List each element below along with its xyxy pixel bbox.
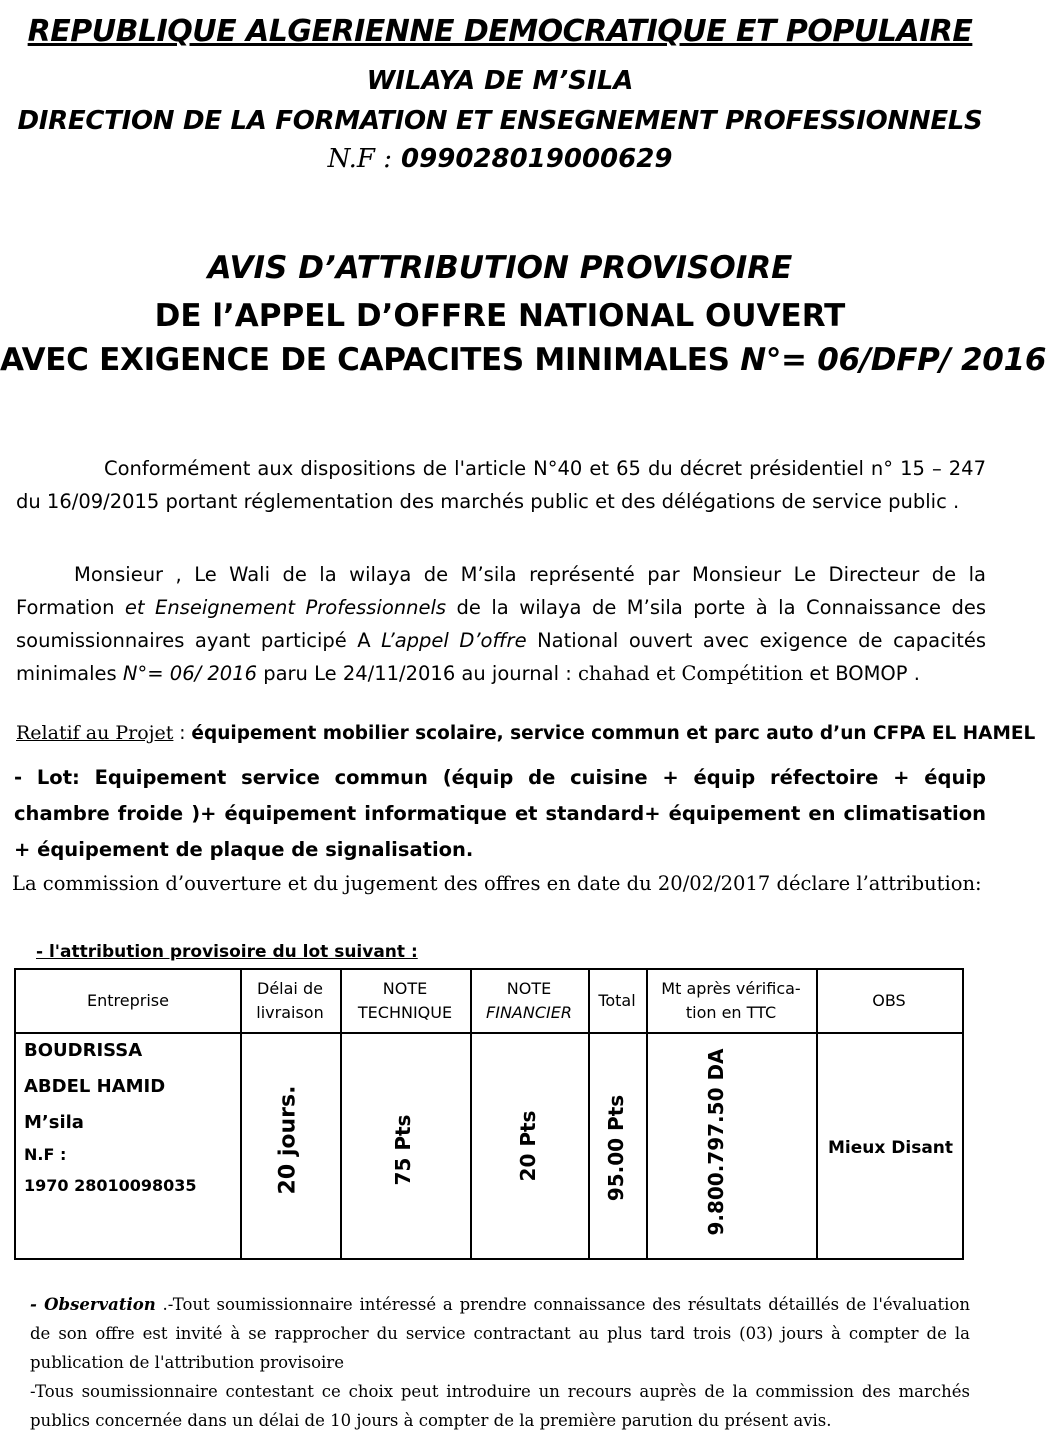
th-note-technique [340,970,470,1032]
header-nf-value: 099028019000629 [401,144,673,174]
para2-part-b: et Enseignement Professionnels [124,596,447,619]
th-note-financier [470,970,588,1032]
cell-note-technique: 75 Pts [391,1114,415,1186]
entreprise-line-5: 1970 28010098035 [24,1176,197,1195]
cell-total: 95.00 Pts [604,1094,628,1202]
header-nf [0,144,1000,174]
para2-part-c: de la wilaya de M’sila porte à la Connaissance des soumissionnaires ayant participé A [16,596,986,652]
para2-part-a: Monsieur , Le Wali de la wilaya de M’sila représenté par Monsieur Le Directeur de la Formation [16,563,986,619]
observation-paragraph-2: -Tous soumissionnaire contestant ce choix peut introduire un recours auprès de la commission des marchés publics concernée dans un délai de 10 jours à compter de la première parution du présent avis. [30,1382,970,1430]
header-direction: DIRECTION DE LA FORMATION ET ENSEGNEMENT PROFESSIONNELS [17,106,983,136]
para2-part-h: chahad et Compétition [578,662,804,685]
entreprise-line-2: ABDEL HAMID [24,1076,166,1097]
cell-delai: 20 jours. [275,1085,301,1195]
para2-part-f: N°= 06/ 2016 [122,662,258,685]
entreprise-line-3: M’sila [24,1112,84,1133]
title-line-3-main: AVEC EXIGENCE DE CAPACITES MINIMALES [0,342,741,378]
header-nf-label: N.F : [327,144,392,174]
para2-part-g: paru Le 24/11/2016 au journal : [257,662,579,685]
entreprise-line-1: BOUDRISSA [24,1040,143,1061]
th-montant-line1: Mt après vérifica- [661,979,801,998]
th-note-financier-line1: NOTE [506,979,552,998]
title-line-3 [0,342,1046,378]
th-note-technique-line2: TECHNIQUE [357,1003,453,1022]
para2-part-e: National ouvert avec exigence de capacités minimales [16,629,987,685]
attribution-heading: - l'attribution provisoire du lot suivant : [36,942,418,962]
relatif-separator: : [173,723,192,744]
para2-part-d: L’appel D’offre [381,629,527,652]
th-obs: OBS [872,991,906,1010]
entreprise-line-4: N.F : [24,1145,67,1164]
commission-text: La commission d’ouverture et du jugement des offres en date du 20/02/2017 déclare l’attribution: [12,872,982,895]
title-line-1: AVIS D’ATTRIBUTION PROVISOIRE [207,250,793,286]
th-delai-line1: Délai de [257,979,323,998]
th-delai [240,970,340,1032]
title-line-2: DE l’APPEL D’OFFRE NATIONAL OUVERT [154,298,846,334]
th-total: Total [598,991,636,1010]
cell-montant: 9.800.797.50 DA [704,1048,728,1236]
observation-paragraph-1 [30,1290,970,1377]
cell-obs: Mieux Disant [828,1138,954,1158]
observation-label: - Observation [30,1295,156,1314]
th-delai-line2: livraison [256,1003,324,1022]
attribution-table [14,968,964,1260]
title-line-3-number: N°= 06/DFP/ 2016 [740,342,1046,378]
th-entreprise: Entreprise [87,991,169,1010]
th-montant [646,970,816,1032]
header-wilaya: WILAYA DE M’SILA [366,66,634,96]
relatif-value: équipement mobilier scolaire, service commun et parc auto d’un CFPA EL HAMEL [191,723,1036,744]
table-header-divider [16,1032,962,1034]
header-republic: REPUBLIQUE ALGERIENNE DEMOCRATIQUE ET POPULAIRE [27,14,973,49]
lot-description: - Lot: Equipement service commun (équip de cuisine + équip réfectoire + équip chambre froide )+ équipement informatique et standard+ équipement en climatisation + équipement de plaque de signalisation. [14,766,986,861]
observation-block [30,1290,970,1435]
th-note-financier-line2: FINANCIER [486,1003,572,1022]
relatif-projet [16,722,1036,744]
cell-note-financier: 20 Pts [516,1110,540,1182]
relatif-label: Relatif au Projet [16,722,174,744]
paragraph-conformement: Conformément aux dispositions de l'article N°40 et 65 du décret présidentiel n° 15 – 247 du 16/09/2015 portant réglementation des marchés public et des délégations de service public . [16,457,986,513]
th-montant-line2: tion en TTC [685,1003,777,1022]
para2-part-i: et BOMOP . [803,662,920,685]
th-note-technique-line1: NOTE [382,979,428,998]
paragraph-monsieur [16,558,986,690]
observation-text-1: .-Tout soumissionnaire intéressé a prendre connaissance des résultats détaillés de l'évaluation de son offre est invité à se rapprocher du service contractant au plus tard trois (03) jours à compter de la publication de l'attribution provisoire [30,1295,970,1372]
